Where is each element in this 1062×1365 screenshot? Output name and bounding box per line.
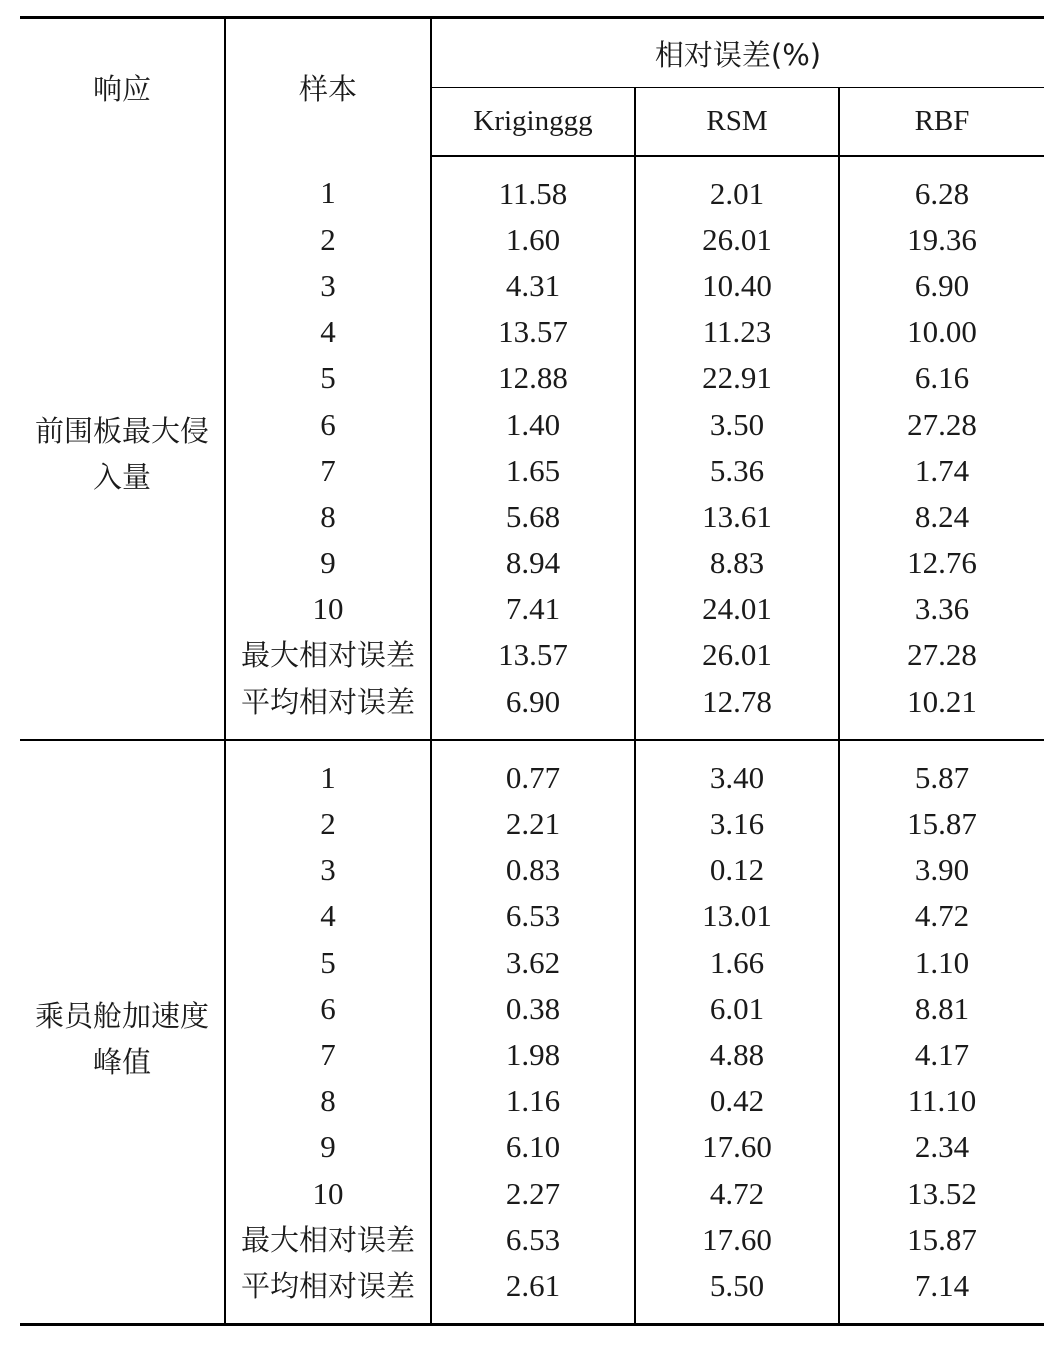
rsm-cell: 3.16 [635, 801, 839, 847]
sample-cell: 1 [225, 156, 431, 217]
rbf-cell: 6.90 [914, 267, 970, 303]
sample-cell: 最大相对误差 [225, 1217, 431, 1263]
kriging-cell: 2.61 [431, 1263, 635, 1325]
kriging-cell: 7.41 [431, 586, 635, 632]
rbf-cell: 10.00 [907, 314, 977, 350]
rbf-cell: 8.81 [914, 990, 970, 1026]
rbf-cell: 13.52 [907, 1175, 977, 1211]
kriging-cell: 6.53 [431, 1217, 635, 1263]
rbf-cell: 3.36 [914, 591, 970, 627]
sample-cell: 4 [225, 893, 431, 939]
header-sample: 样本 [225, 18, 431, 156]
rbf-cell: 1.74 [914, 452, 970, 488]
kriging-cell: 3.62 [431, 940, 635, 986]
rsm-cell: 24.01 [635, 586, 839, 632]
sample-cell: 平均相对误差 [225, 1263, 431, 1325]
response-label-line: 乘员舱加速度 [34, 998, 209, 1033]
response-label-line: 峰值 [92, 1044, 151, 1079]
rsm-cell: 0.42 [635, 1078, 839, 1124]
rbf-cell: 6.28 [914, 175, 970, 211]
rsm-cell: 3.50 [635, 401, 839, 447]
kriging-cell: 1.60 [431, 217, 635, 263]
rsm-cell: 3.40 [635, 740, 839, 801]
rsm-cell: 0.12 [635, 847, 839, 893]
rsm-cell: 8.83 [635, 540, 839, 586]
rsm-cell: 11.23 [635, 309, 839, 355]
table-row [20, 156, 1044, 217]
rsm-cell: 6.01 [635, 986, 839, 1032]
rsm-cell: 13.61 [635, 494, 839, 540]
kriging-cell: 13.57 [431, 309, 635, 355]
kriging-cell: 4.31 [431, 263, 635, 309]
rsm-cell: 10.40 [635, 263, 839, 309]
sample-cell: 8 [225, 494, 431, 540]
table-row [20, 740, 1044, 801]
kriging-cell: 6.90 [431, 679, 635, 740]
rsm-cell: 17.60 [635, 1217, 839, 1263]
response-cell [20, 740, 225, 1325]
sample-cell: 2 [225, 217, 431, 263]
rsm-cell: 22.91 [635, 355, 839, 401]
response-label-line: 前围板最大侵 [34, 414, 209, 449]
sample-cell: 平均相对误差 [225, 679, 431, 740]
sample-cell: 2 [225, 801, 431, 847]
sample-cell: 8 [225, 1078, 431, 1124]
sample-cell: 6 [225, 986, 431, 1032]
rsm-cell: 5.50 [635, 1263, 839, 1325]
sample-cell: 6 [225, 401, 431, 447]
kriging-cell: 11.58 [431, 156, 635, 217]
response-label-line: 入量 [92, 460, 151, 495]
rbf-cell: 5.87 [914, 759, 970, 795]
rbf-cell: 10.21 [839, 679, 1044, 740]
sample-cell: 9 [225, 1124, 431, 1170]
header-row-top [20, 18, 1044, 88]
rsm-cell: 4.88 [635, 1032, 839, 1078]
kriging-cell: 1.40 [431, 401, 635, 447]
rbf-cell: 12.76 [907, 545, 977, 581]
rsm-cell: 13.01 [635, 893, 839, 939]
header-method-rsm: RSM [635, 88, 839, 156]
rbf-cell: 2.34 [914, 1129, 970, 1165]
sample-cell: 3 [225, 263, 431, 309]
rsm-cell: 12.78 [635, 679, 839, 740]
rsm-cell: 2.01 [635, 156, 839, 217]
rsm-cell: 26.01 [635, 632, 839, 678]
sample-cell: 5 [225, 355, 431, 401]
header-response: 响应 [20, 18, 225, 156]
sample-cell: 10 [225, 1170, 431, 1216]
rbf-cell: 8.24 [914, 498, 970, 534]
table-container [20, 16, 1044, 1326]
header-method-kriging: Kriginggg [431, 88, 635, 156]
kriging-cell: 1.16 [431, 1078, 635, 1124]
kriging-cell: 0.38 [431, 986, 635, 1032]
kriging-cell: 8.94 [431, 540, 635, 586]
kriging-cell: 0.83 [431, 847, 635, 893]
kriging-cell: 0.77 [431, 740, 635, 801]
sample-cell: 最大相对误差 [225, 632, 431, 678]
rbf-cell: 19.36 [907, 221, 977, 257]
rsm-cell: 26.01 [635, 217, 839, 263]
sample-cell: 4 [225, 309, 431, 355]
kriging-cell: 1.65 [431, 448, 635, 494]
header-method-rbf: RBF [839, 88, 1044, 156]
kriging-cell: 13.57 [431, 632, 635, 678]
rbf-cell: 27.28 [907, 406, 977, 442]
rsm-cell: 5.36 [635, 448, 839, 494]
response-cell [20, 156, 225, 740]
rsm-cell: 1.66 [635, 940, 839, 986]
rbf-cell: 6.16 [914, 360, 970, 396]
kriging-cell: 6.10 [431, 1124, 635, 1170]
rbf-cell: 4.17 [914, 1036, 970, 1072]
rbf-cell: 27.28 [907, 637, 977, 673]
rbf-cell: 3.90 [914, 852, 970, 888]
sample-cell: 9 [225, 540, 431, 586]
table-body [20, 156, 1044, 1325]
rsm-cell: 17.60 [635, 1124, 839, 1170]
sample-cell: 3 [225, 847, 431, 893]
kriging-cell: 5.68 [431, 494, 635, 540]
sample-cell: 1 [225, 740, 431, 801]
kriging-cell: 12.88 [431, 355, 635, 401]
rbf-cell: 7.14 [839, 1263, 1044, 1325]
rsm-cell: 4.72 [635, 1170, 839, 1216]
rbf-cell: 15.87 [907, 806, 977, 842]
kriging-cell: 1.98 [431, 1032, 635, 1078]
rbf-cell: 4.72 [914, 898, 970, 934]
kriging-cell: 2.21 [431, 801, 635, 847]
sample-cell: 10 [225, 586, 431, 632]
kriging-cell: 2.27 [431, 1170, 635, 1216]
kriging-cell: 6.53 [431, 893, 635, 939]
sample-cell: 7 [225, 1032, 431, 1078]
sample-cell: 7 [225, 448, 431, 494]
relative-error-table [20, 16, 1044, 1326]
header-relative-error: 相对误差(%) [431, 18, 1044, 88]
rbf-cell: 15.87 [907, 1221, 977, 1257]
sample-cell: 5 [225, 940, 431, 986]
rbf-cell: 11.10 [907, 1083, 977, 1119]
rbf-cell: 1.10 [914, 944, 970, 980]
